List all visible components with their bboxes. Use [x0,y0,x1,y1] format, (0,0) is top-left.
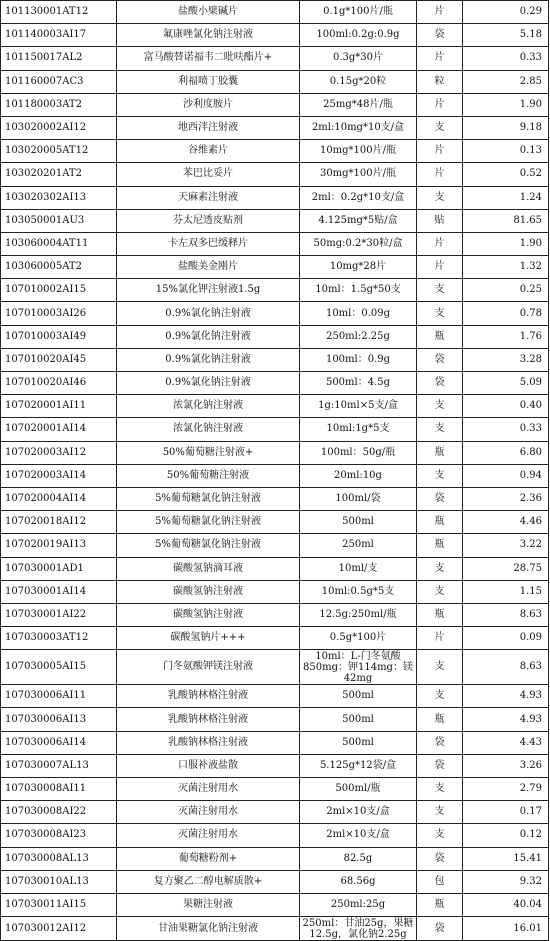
drug-code-cell: 107030006AI13 [1,708,117,731]
drug-code-cell: 107030001AD1 [1,557,117,580]
drug-spec-cell: 0.5g*100片 [300,627,417,650]
drug-name-cell: 50%葡萄糖注射液+ [117,441,300,464]
drug-unit-cell: 片 [417,93,463,116]
drug-price-cell: 6.80 [463,441,549,464]
table-row [1,209,549,232]
drug-code-cell: 107030010AL13 [1,870,117,893]
drug-unit-cell: 瓶 [417,441,463,464]
drug-spec-cell: 500ml [300,511,417,534]
drug-code-cell: 107030003AT12 [1,627,117,650]
drug-code-cell: 107020018AI12 [1,511,117,534]
drug-price-cell: 4.93 [463,708,549,731]
drug-price-cell: 1.32 [463,256,549,279]
drug-price-cell: 40.04 [463,893,549,916]
drug-spec-cell: 500ml/瓶 [300,778,417,801]
drug-code-cell: 103020201AT2 [1,163,117,186]
drug-code-cell: 107020003AI14 [1,464,117,487]
drug-price-cell: 1.90 [463,93,549,116]
drug-price-cell: 28.75 [463,557,549,580]
drug-code-cell: 107030008AI22 [1,801,117,824]
drug-spec-cell: 500ml [300,731,417,754]
drug-price-cell: 4.46 [463,511,549,534]
drug-spec-cell: 10ml：0.09g [300,302,417,325]
drug-price-cell: 1.90 [463,232,549,255]
drug-price-cell: 1.76 [463,325,549,348]
drug-price-cell: 9.32 [463,870,549,893]
drug-price-cell: 2.79 [463,778,549,801]
table-row [1,464,549,487]
drug-spec-cell: 2ml：0.2g*10支/盒 [300,186,417,209]
drug-price-cell: 5.18 [463,24,549,47]
table-row [1,24,549,47]
drug-name-cell: 谷维素片 [117,140,300,163]
drug-unit-cell: 袋 [417,754,463,777]
drug-spec-cell: 250ml:25g [300,893,417,916]
table-row [1,917,549,941]
drug-spec-cell: 2ml×10支/盒 [300,824,417,847]
table-row [1,256,549,279]
table-row [1,441,549,464]
table-row [1,778,549,801]
drug-spec-cell: 2ml×10支/盒 [300,801,417,824]
drug-spec-cell: 500ml [300,685,417,708]
table-row [1,534,549,557]
drug-unit-cell: 片 [417,256,463,279]
drug-unit-cell: 片 [417,163,463,186]
drug-spec-cell: 10mg*28片 [300,256,417,279]
drug-name-cell: 葡萄糖粉剂+ [117,847,300,870]
drug-unit-cell: 片 [417,1,463,24]
drug-unit-cell: 袋 [417,372,463,395]
drug-spec-cell: 250ml：甘油25g，果糖12.5g，氯化钠2.25g [300,917,417,941]
table-row [1,395,549,418]
table-row [1,302,549,325]
drug-unit-cell: 瓶 [417,534,463,557]
drug-spec-cell: 12.5g:250ml/瓶 [300,603,417,626]
drug-code-cell: 101150017AL2 [1,47,117,70]
drug-spec-cell: 100ml：0.9g [300,348,417,371]
drug-unit-cell: 袋 [417,348,463,371]
drug-name-cell: 盐酸小檗碱片 [117,1,300,24]
table-row [1,186,549,209]
drug-code-cell: 107010020AI45 [1,348,117,371]
drug-spec-cell: 5.125g*12袋/盒 [300,754,417,777]
drug-unit-cell: 包 [417,870,463,893]
drug-name-cell: 芬太尼透皮贴剂 [117,209,300,232]
drug-price-cell: 0.33 [463,418,549,441]
drug-name-cell: 灭菌注射用水 [117,778,300,801]
drug-code-cell: 103060005AT2 [1,256,117,279]
drug-code-cell: 107030005AI15 [1,650,117,685]
drug-price-cell: 0.13 [463,140,549,163]
drug-name-cell: 碳酸氢钠片+++ [117,627,300,650]
drug-name-cell: 浓氯化钠注射液 [117,395,300,418]
drug-name-cell: 沙利度胺片 [117,93,300,116]
table-row [1,93,549,116]
drug-unit-cell: 支 [417,464,463,487]
drug-code-cell: 107020001AI14 [1,418,117,441]
drug-name-cell: 富马酸替诺福韦二吡呋酯片+ [117,47,300,70]
drug-name-cell: 15%氯化钾注射液1.5g [117,279,300,302]
drug-code-cell: 107010002AI15 [1,279,117,302]
drug-unit-cell: 瓶 [417,708,463,731]
drug-price-cell: 0.17 [463,801,549,824]
drug-unit-cell: 支 [417,778,463,801]
drug-price-cell: 0.52 [463,163,549,186]
table-row [1,163,549,186]
table-row [1,348,549,371]
drug-spec-cell: 82.5g [300,847,417,870]
drug-spec-cell: 100ml：50g/瓶 [300,441,417,464]
drug-unit-cell: 袋 [417,24,463,47]
table-row [1,731,549,754]
drug-name-cell: 天麻素注射液 [117,186,300,209]
drug-name-cell: 卡左双多巴缓释片 [117,232,300,255]
drug-spec-cell: 250ml:2.25g [300,325,417,348]
drug-unit-cell: 瓶 [417,603,463,626]
drug-name-cell: 地西泮注射液 [117,116,300,139]
drug-price-cell: 2.85 [463,70,549,93]
drug-price-cell: 4.43 [463,731,549,754]
drug-name-cell: 50%葡萄糖注射液 [117,464,300,487]
drug-code-cell: 101160007AC3 [1,70,117,93]
table-row [1,418,549,441]
drug-unit-cell: 支 [417,824,463,847]
table-row [1,685,549,708]
drug-price-cell: 0.94 [463,464,549,487]
drug-price-cell: 16.01 [463,917,549,941]
drug-spec-cell: 4.125mg*5贴/盒 [300,209,417,232]
table-row [1,140,549,163]
table-row [1,116,549,139]
drug-spec-cell: 50mg:0.2*30粒/盒 [300,232,417,255]
drug-code-cell: 103060004AT11 [1,232,117,255]
drug-unit-cell: 支 [417,302,463,325]
drug-code-cell: 107030006AI14 [1,731,117,754]
drug-unit-cell: 袋 [417,731,463,754]
drug-spec-cell: 500ml [300,708,417,731]
drug-spec-cell: 500ml：4.5g [300,372,417,395]
drug-unit-cell: 粒 [417,70,463,93]
drug-spec-cell: 10ml:1g*5支 [300,418,417,441]
drug-name-cell: 5%葡萄糖氯化钠注射液 [117,511,300,534]
drug-price-cell: 0.09 [463,627,549,650]
drug-spec-cell: 0.15g*20粒 [300,70,417,93]
table-row [1,580,549,603]
drug-price-cell: 9.18 [463,116,549,139]
drug-unit-cell: 支 [417,557,463,580]
drug-code-cell: 107020001AI11 [1,395,117,418]
table-row [1,801,549,824]
drug-price-cell: 0.25 [463,279,549,302]
drug-price-cell: 15.41 [463,847,549,870]
table-row [1,650,549,685]
table-row [1,627,549,650]
drug-code-cell: 107030007AL13 [1,754,117,777]
drug-code-cell: 107010003AI26 [1,302,117,325]
drug-spec-cell: 68.56g [300,870,417,893]
table-row [1,893,549,916]
drug-name-cell: 乳酸钠林格注射液 [117,731,300,754]
drug-name-cell: 复方聚乙二醇电解质散+ [117,870,300,893]
drug-price-cell: 0.29 [463,1,549,24]
drug-unit-cell: 袋 [417,847,463,870]
drug-price-cell: 1.24 [463,186,549,209]
drug-price-cell: 0.33 [463,47,549,70]
drug-spec-cell: 10ml：1.5g*50支 [300,279,417,302]
drug-code-cell: 107030012AI12 [1,917,117,941]
table-row [1,557,549,580]
table-body [1,1,549,941]
drug-spec-cell: 2ml:10mg*10支/盒 [300,116,417,139]
drug-price-cell: 0.78 [463,302,549,325]
drug-name-cell: 0.9%氯化钠注射液 [117,348,300,371]
drug-spec-cell: 10ml/支 [300,557,417,580]
drug-code-cell: 103020302AI13 [1,186,117,209]
drug-price-cell: 81.65 [463,209,549,232]
drug-unit-cell: 支 [417,116,463,139]
drug-unit-cell: 支 [417,279,463,302]
drug-unit-cell: 支 [417,395,463,418]
drug-code-cell: 107010020AI46 [1,372,117,395]
drug-price-cell: 3.28 [463,348,549,371]
drug-name-cell: 口服补液盐散 [117,754,300,777]
drug-price-cell: 5.09 [463,372,549,395]
drug-unit-cell: 袋 [417,487,463,510]
table-row [1,232,549,255]
drug-code-cell: 107010003AI49 [1,325,117,348]
drug-price-cell: 3.26 [463,754,549,777]
table-row [1,279,549,302]
drug-spec-cell: 0.3g*30片 [300,47,417,70]
drug-unit-cell: 瓶 [417,511,463,534]
drug-spec-cell: 10ml:0.5g*5支 [300,580,417,603]
drug-name-cell: 果糖注射液 [117,893,300,916]
drug-unit-cell: 片 [417,627,463,650]
drug-code-cell: 101130001AT12 [1,1,117,24]
drug-spec-cell: 25mg*48片/瓶 [300,93,417,116]
drug-name-cell: 碳酸氢钠注射液 [117,603,300,626]
drug-unit-cell: 瓶 [417,325,463,348]
drug-unit-cell: 袋 [417,917,463,941]
drug-name-cell: 氟康唑氯化钠注射液 [117,24,300,47]
drug-name-cell: 门冬氨酸钾镁注射液 [117,650,300,685]
drug-code-cell: 107030008AI23 [1,824,117,847]
drug-price-cell: 0.40 [463,395,549,418]
drug-price-cell: 8.63 [463,603,549,626]
table-row [1,47,549,70]
drug-code-cell: 107020019AI13 [1,534,117,557]
drug-spec-cell: 10mg*100片/瓶 [300,140,417,163]
table-row [1,511,549,534]
drug-spec-cell: 250ml [300,534,417,557]
table-row [1,372,549,395]
drug-code-cell: 101180003AT2 [1,93,117,116]
drug-name-cell: 浓氯化钠注射液 [117,418,300,441]
drug-price-cell: 8.63 [463,650,549,685]
drug-spec-cell: 30mg*100片/瓶 [300,163,417,186]
drug-unit-cell: 支 [417,650,463,685]
drug-code-cell: 107020004AI14 [1,487,117,510]
drug-price-cell: 0.12 [463,824,549,847]
drug-code-cell: 107030001AI22 [1,603,117,626]
drug-name-cell: 5%葡萄糖氯化钠注射液 [117,487,300,510]
drug-code-cell: 107030011AI15 [1,893,117,916]
drug-code-cell: 107030001AI14 [1,580,117,603]
drug-unit-cell: 片 [417,47,463,70]
table-row [1,487,549,510]
drug-name-cell: 5%葡萄糖氯化钠注射液 [117,534,300,557]
drug-price-cell: 4.93 [463,685,549,708]
drug-price-cell: 2.36 [463,487,549,510]
table-row [1,754,549,777]
drug-name-cell: 盐酸美金刚片 [117,256,300,279]
drug-code-cell: 107020003AI12 [1,441,117,464]
table-row [1,847,549,870]
drug-unit-cell: 支 [417,801,463,824]
drug-price-cell: 1.15 [463,580,549,603]
drug-code-cell: 107030008AI11 [1,778,117,801]
drug-name-cell: 甘油果糖氯化钠注射液 [117,917,300,941]
table-row [1,708,549,731]
drug-name-cell: 0.9%氯化钠注射液 [117,302,300,325]
drug-unit-cell: 支 [417,685,463,708]
table-row [1,70,549,93]
drug-name-cell: 0.9%氯化钠注射液 [117,372,300,395]
drug-unit-cell: 支 [417,580,463,603]
drug-spec-cell: 20ml:10g [300,464,417,487]
drug-spec-cell: 10ml：L-门冬氨酸850mg：钾114mg：镁42mg [300,650,417,685]
drug-name-cell: 0.9%氯化钠注射液 [117,325,300,348]
drug-name-cell: 碳酸氢钠注射液 [117,580,300,603]
drug-unit-cell: 支 [417,186,463,209]
drug-price-cell: 3.22 [463,534,549,557]
table-row [1,870,549,893]
table-row [1,1,549,24]
table-row [1,325,549,348]
drug-spec-cell: 100ml/袋 [300,487,417,510]
drug-unit-cell: 片 [417,140,463,163]
drug-code-cell: 103050001AU3 [1,209,117,232]
drug-spec-cell: 0.1g*100片/瓶 [300,1,417,24]
drug-code-cell: 103020002AI12 [1,116,117,139]
drug-name-cell: 乳酸钠林格注射液 [117,685,300,708]
drug-name-cell: 灭菌注射用水 [117,824,300,847]
drug-code-cell: 107030006AI11 [1,685,117,708]
table-row [1,603,549,626]
drug-code-cell: 101140003AI17 [1,24,117,47]
drug-name-cell: 灭菌注射用水 [117,801,300,824]
drug-code-cell: 107030008AL13 [1,847,117,870]
drug-unit-cell: 片 [417,232,463,255]
drug-unit-cell: 支 [417,418,463,441]
drug-unit-cell: 瓶 [417,893,463,916]
drug-name-cell: 乳酸钠林格注射液 [117,708,300,731]
drug-name-cell: 碳酸氢钠滴耳液 [117,557,300,580]
drug-name-cell: 利福喷丁胶囊 [117,70,300,93]
table-row [1,824,549,847]
drug-spec-cell: 1g:10ml×5支/盒 [300,395,417,418]
drug-code-cell: 103020005AT12 [1,140,117,163]
drug-unit-cell: 贴 [417,209,463,232]
drug-spec-cell: 100ml:0.2g:0.9g [300,24,417,47]
drug-name-cell: 苯巴比妥片 [117,163,300,186]
